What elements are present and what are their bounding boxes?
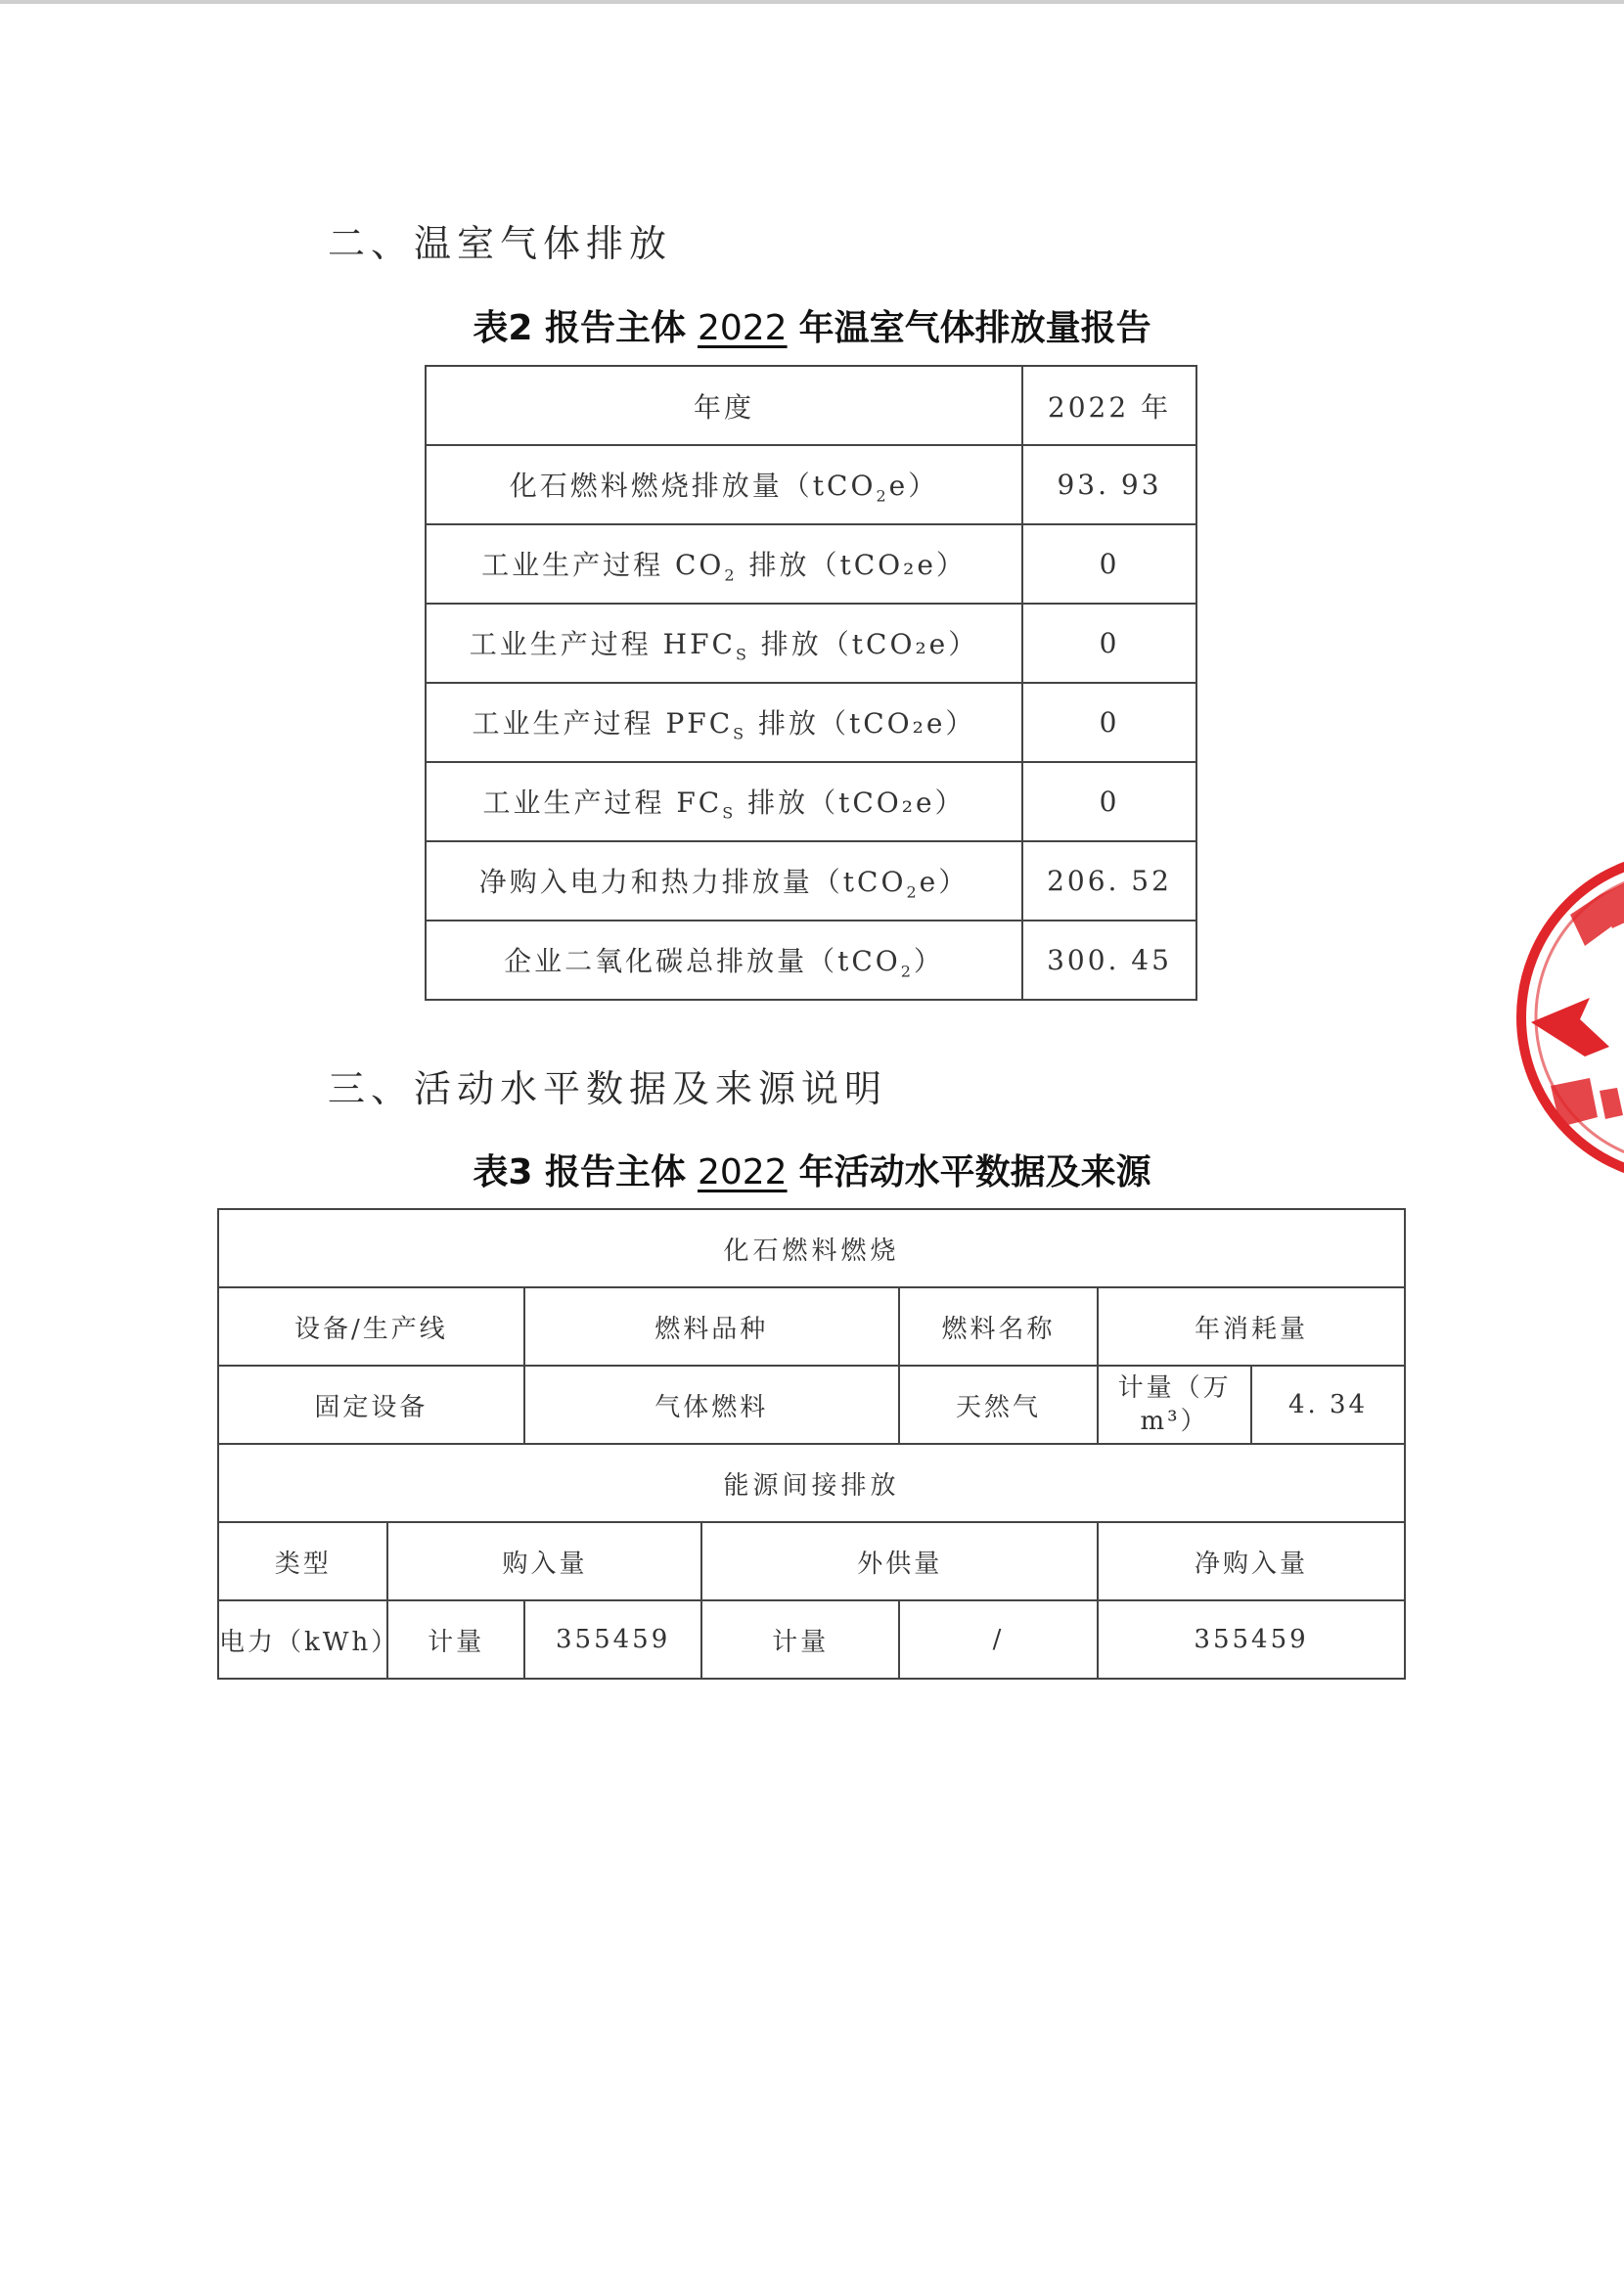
table-row xyxy=(218,1522,1405,1600)
type-cell: 电力（kWh） xyxy=(218,1600,387,1679)
row-value-cell: 0 xyxy=(1022,604,1196,683)
header-cell: 燃料品种 xyxy=(524,1287,899,1366)
section-3-heading: 三、活动水平数据及来源说明 xyxy=(328,1067,888,1110)
row-label-cell: 工业生产过程 $HFC_S$ 排放（tCO₂e） xyxy=(426,604,1022,683)
table-row xyxy=(426,445,1196,524)
fossil-title-cell: 化石燃料燃烧 xyxy=(218,1209,1405,1287)
table-row xyxy=(426,524,1196,604)
supply-value-cell: / xyxy=(899,1600,1098,1679)
header-cell: 年消耗量 xyxy=(1098,1287,1405,1366)
table-3-caption xyxy=(0,1145,1624,1194)
amount-cell: 4. 34 xyxy=(1251,1366,1405,1444)
section-2-heading: 二、温室气体排放 xyxy=(328,222,673,265)
table-row xyxy=(426,604,1196,683)
header-cell: 类型 xyxy=(218,1522,387,1600)
header-value-cell: 2022 年 xyxy=(1022,366,1196,445)
row-label-cell: 工业生产过程 $FC_S$ 排放（tCO₂e） xyxy=(426,762,1022,841)
table-row xyxy=(218,1287,1405,1366)
fuel-type-cell: 气体燃料 xyxy=(524,1366,899,1444)
company-seal-icon xyxy=(1511,841,1624,1193)
row-value-cell: 0 xyxy=(1022,683,1196,762)
emissions-table xyxy=(425,365,1197,1001)
purchase-label-cell: 计量 xyxy=(387,1600,523,1679)
indirect-title-cell: 能源间接排放 xyxy=(218,1444,1405,1522)
header-cell: 购入量 xyxy=(387,1522,701,1600)
scan-edge xyxy=(0,0,1624,4)
row-value-cell: 0 xyxy=(1022,524,1196,604)
header-label-cell: 年度 xyxy=(426,366,1022,445)
table-2-caption xyxy=(0,300,1624,350)
purchase-value-cell: 355459 xyxy=(524,1600,702,1679)
row-label-cell: 工业生产过程 $CO_2$ 排放（tCO₂e） xyxy=(426,524,1022,604)
row-label-cell: 工业生产过程 $PFC_S$ 排放（tCO₂e） xyxy=(426,683,1022,762)
unit-cell: 计量（万m³） xyxy=(1098,1366,1251,1444)
table-row xyxy=(426,841,1196,921)
fuel-name-cell: 天然气 xyxy=(899,1366,1098,1444)
caption-prefix: 表3 报告主体 xyxy=(473,1152,686,1192)
row-value-cell: 206. 52 xyxy=(1022,841,1196,921)
row-label-cell: 化石燃料燃烧排放量（tCO$_2$e） xyxy=(426,445,1022,524)
caption-year: 2022 xyxy=(697,1152,788,1192)
table-row xyxy=(218,1209,1405,1287)
row-value-cell: 300. 45 xyxy=(1022,921,1196,1000)
header-cell: 外供量 xyxy=(701,1522,1098,1600)
header-cell: 燃料名称 xyxy=(899,1287,1098,1366)
supply-label-cell: 计量 xyxy=(701,1600,898,1679)
table-row xyxy=(218,1444,1405,1522)
header-cell: 净购入量 xyxy=(1098,1522,1405,1600)
equipment-cell: 固定设备 xyxy=(218,1366,524,1444)
net-value-cell: 355459 xyxy=(1098,1600,1405,1679)
row-label-cell: 净购入电力和热力排放量（tCO$_2$e） xyxy=(426,841,1022,921)
table-row xyxy=(218,1366,1405,1444)
table-row xyxy=(426,366,1196,445)
caption-prefix: 表2 报告主体 xyxy=(473,308,686,348)
caption-year: 2022 xyxy=(697,308,788,348)
table-row xyxy=(426,683,1196,762)
table-row xyxy=(426,762,1196,841)
row-value-cell: 0 xyxy=(1022,762,1196,841)
row-value-cell: 93. 93 xyxy=(1022,445,1196,524)
header-cell: 设备/生产线 xyxy=(218,1287,524,1366)
activity-table xyxy=(217,1208,1406,1680)
caption-suffix: 年活动水平数据及来源 xyxy=(798,1152,1151,1192)
table-row xyxy=(426,921,1196,1000)
row-label-cell: 企业二氧化碳总排放量（tCO$_2$） xyxy=(426,921,1022,1000)
caption-suffix: 年温室气体排放量报告 xyxy=(798,308,1151,348)
table-row xyxy=(218,1600,1405,1679)
